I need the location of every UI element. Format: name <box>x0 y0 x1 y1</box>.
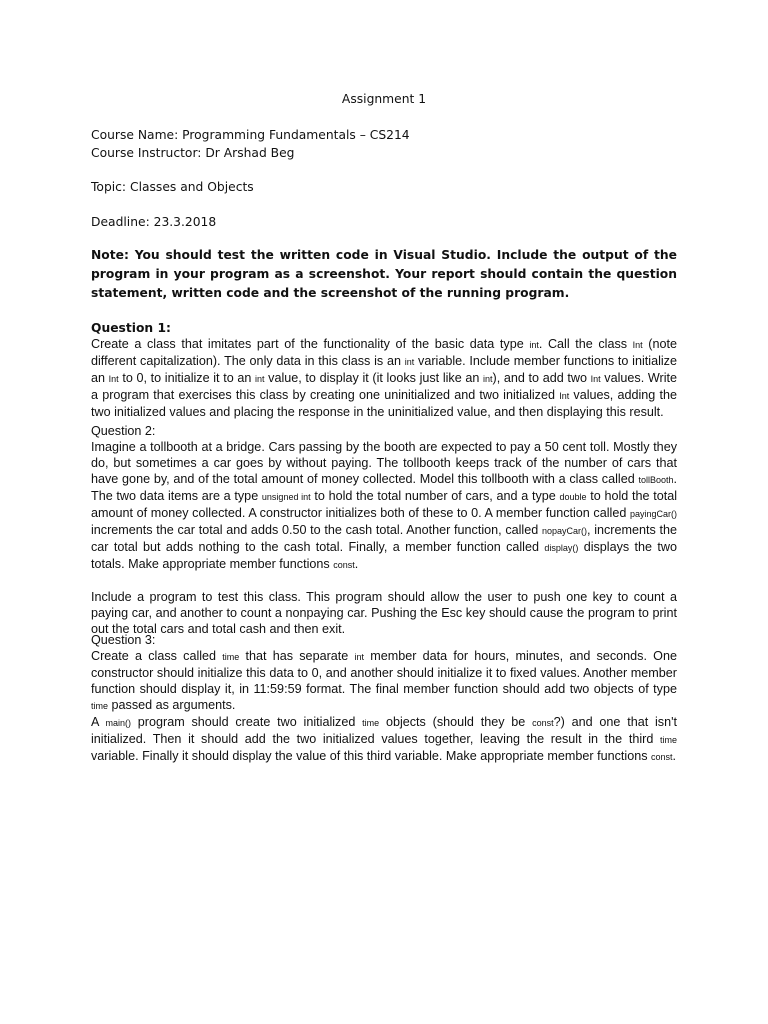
question-3-heading: Question 3: <box>91 633 156 647</box>
course-name: Course Name: Programming Fundamentals – CS214 <box>91 128 410 142</box>
course-instructor: Course Instructor: Dr Arshad Beg <box>91 146 295 160</box>
question-2-text: Imagine a tollbooth at a bridge. Cars passing by the booth are expected to pay a 50 cent toll. Mostly they do, but sometimes a car goes by without paying. The tollbooth keeps track of the number of cars that have gone by, and of the total amount of money collected. Model this tollbooth with a class called tollBooth. The two data items are a type unsigned int to hold the total number of cars, and a type double to hold the total amount of money collected. A constructor initializes both of these to 0. A member function called payingCar() increments the car total and adds 0.50 to the cash total. Another function, called nopayCar(), increments the car total but adds nothing to the cash total. Finally, a member function called display() displays the two totals. Make appropriate member functions const. <box>91 440 677 571</box>
question-3-text: Create a class called time that has separate int member data for hours, minutes, and seconds. One constructor should initialize this data to 0, and another should initialize it to fixed values. Another member function should display it, in 11:59:59 format. The final member function should add two objects of type time passed as arguments. <box>91 649 677 712</box>
assignment-title: Assignment 1 <box>341 92 427 106</box>
question-1-text: Create a class that imitates part of the functionality of the basic data type int. Call the class Int (note different capitalization). The only data in this class is an int variable. Include member functions to initialize an Int to 0, to initialize it to an int value, to display it (it looks just like an int), and to add two Int values. Write a program that exercises this class by creating one uninitialized and two initialized Int values, adding the two initialized values and placing the response in the uninitialized value, and then displaying this result. <box>91 337 677 419</box>
question-3 <box>91 632 677 765</box>
question-2-text-2: Include a program to test this class. This program should allow the user to push one key to count a paying car, and another to count a nonpaying car. Pushing the Esc key should cause the program to print out the total cars and total cash and then exit. <box>91 590 677 636</box>
question-1 <box>91 320 677 420</box>
question-2-heading: Question 2: <box>91 424 156 438</box>
question-1-heading: Question 1: <box>91 321 171 335</box>
question-3-text-2: A main() program should create two initialized time objects (should they be const?) and one that isn't initialized. Then it should add the two initialized values together, leaving the result in the third time variable. Finally it should display the value of this third variable. Make appropriate member functions const. <box>91 715 677 763</box>
question-2 <box>91 423 677 637</box>
topic: Topic: Classes and Objects <box>91 180 254 194</box>
note-paragraph: Note: You should test the written code in Visual Studio. Include the output of the program in your program as a screenshot. Your report should contain the question statement, written code and the screenshot of the running program. <box>91 248 677 300</box>
deadline: Deadline: 23.3.2018 <box>91 215 217 229</box>
